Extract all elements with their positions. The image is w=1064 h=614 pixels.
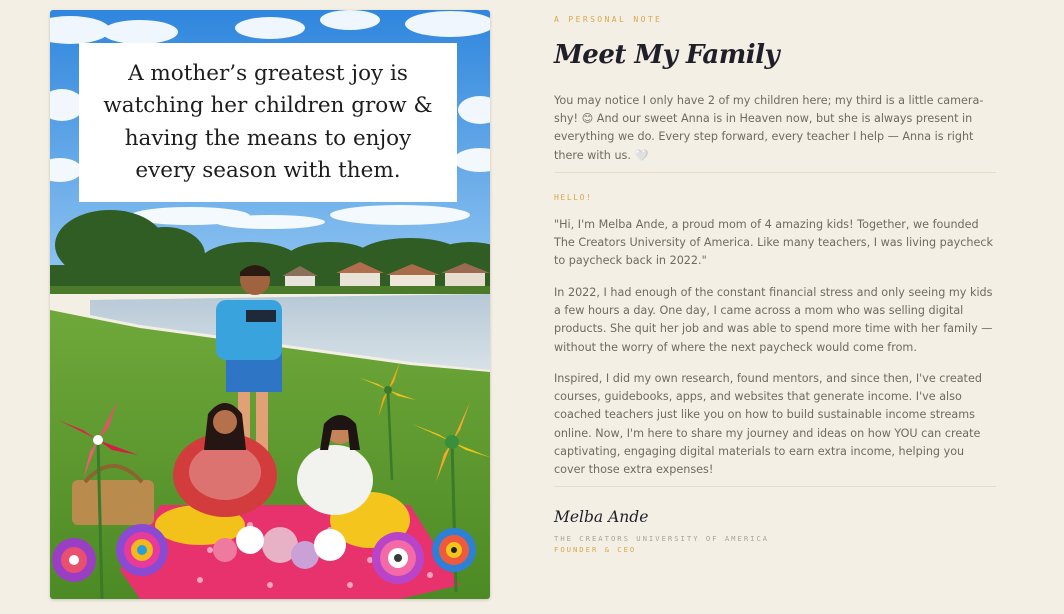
quote-line: A mother’s greatest joy is [128, 60, 408, 86]
signature-name: Melba Ande [554, 508, 649, 526]
story-paragraph-2: In 2022, I had enough of the constant financial stress and only seeing my kids a few hours a day. One day, I came across a mom who was selling digital products. She quit her job and was able to spend more time with her family — without the worry of where the next paycheck would come from. [554, 286, 993, 354]
quote-line: watching her children grow & [103, 93, 433, 118]
pinwheel-rainbow-left [116, 524, 168, 576]
quote-box [79, 43, 457, 202]
far-bank [50, 286, 490, 294]
section-eyebrow: A PERSONAL NOTE [554, 15, 663, 24]
story-paragraph-1: "Hi, I'm Melba Ande, a proud mom of 4 amazing kids! Together, we founded The Creators University of America. Like many teachers, I was living paycheck to paycheck back in 2022." [554, 218, 994, 268]
hello-label: HELLO! [554, 193, 593, 202]
pinwheel-purple-corner [52, 538, 96, 582]
signature-organization: THE CREATORS UNIVERSITY OF AMERICA [554, 534, 770, 543]
divider [554, 486, 996, 487]
story-paragraph-3: Inspired, I did my own research, found mentors, and since then, I've created courses, guidebooks, apps, and websites that generate income. I've also coached teachers just like you on how to build sustainable income streams online. Now, I'm here to share my journey and ideas on how YOU can create captivating, engaging digital materials to earn extra income, helping you cover those extra expenses! [554, 372, 982, 477]
family-photo [50, 10, 490, 599]
intro-paragraph: You may notice I only have 2 of my children here; my third is a little camera-shy! 😊 And our sweet Anna is in Heaven now, but she is always present in everything we do. Every step forward, every teacher I help — Anna is right there with us. 🤍 [554, 94, 984, 162]
pinwheel-rainbow-far-right [432, 528, 476, 572]
signature-role: FOUNDER & CEO [554, 545, 637, 554]
page-title: Meet My Family [554, 40, 780, 70]
picnic-basket [72, 480, 154, 525]
pinwheel-rainbow-right [372, 532, 424, 584]
divider [554, 172, 996, 173]
photo-quote [103, 58, 432, 188]
quote-line: having the means to enjoy [124, 125, 412, 151]
quote-line: every season with them. [135, 158, 401, 183]
